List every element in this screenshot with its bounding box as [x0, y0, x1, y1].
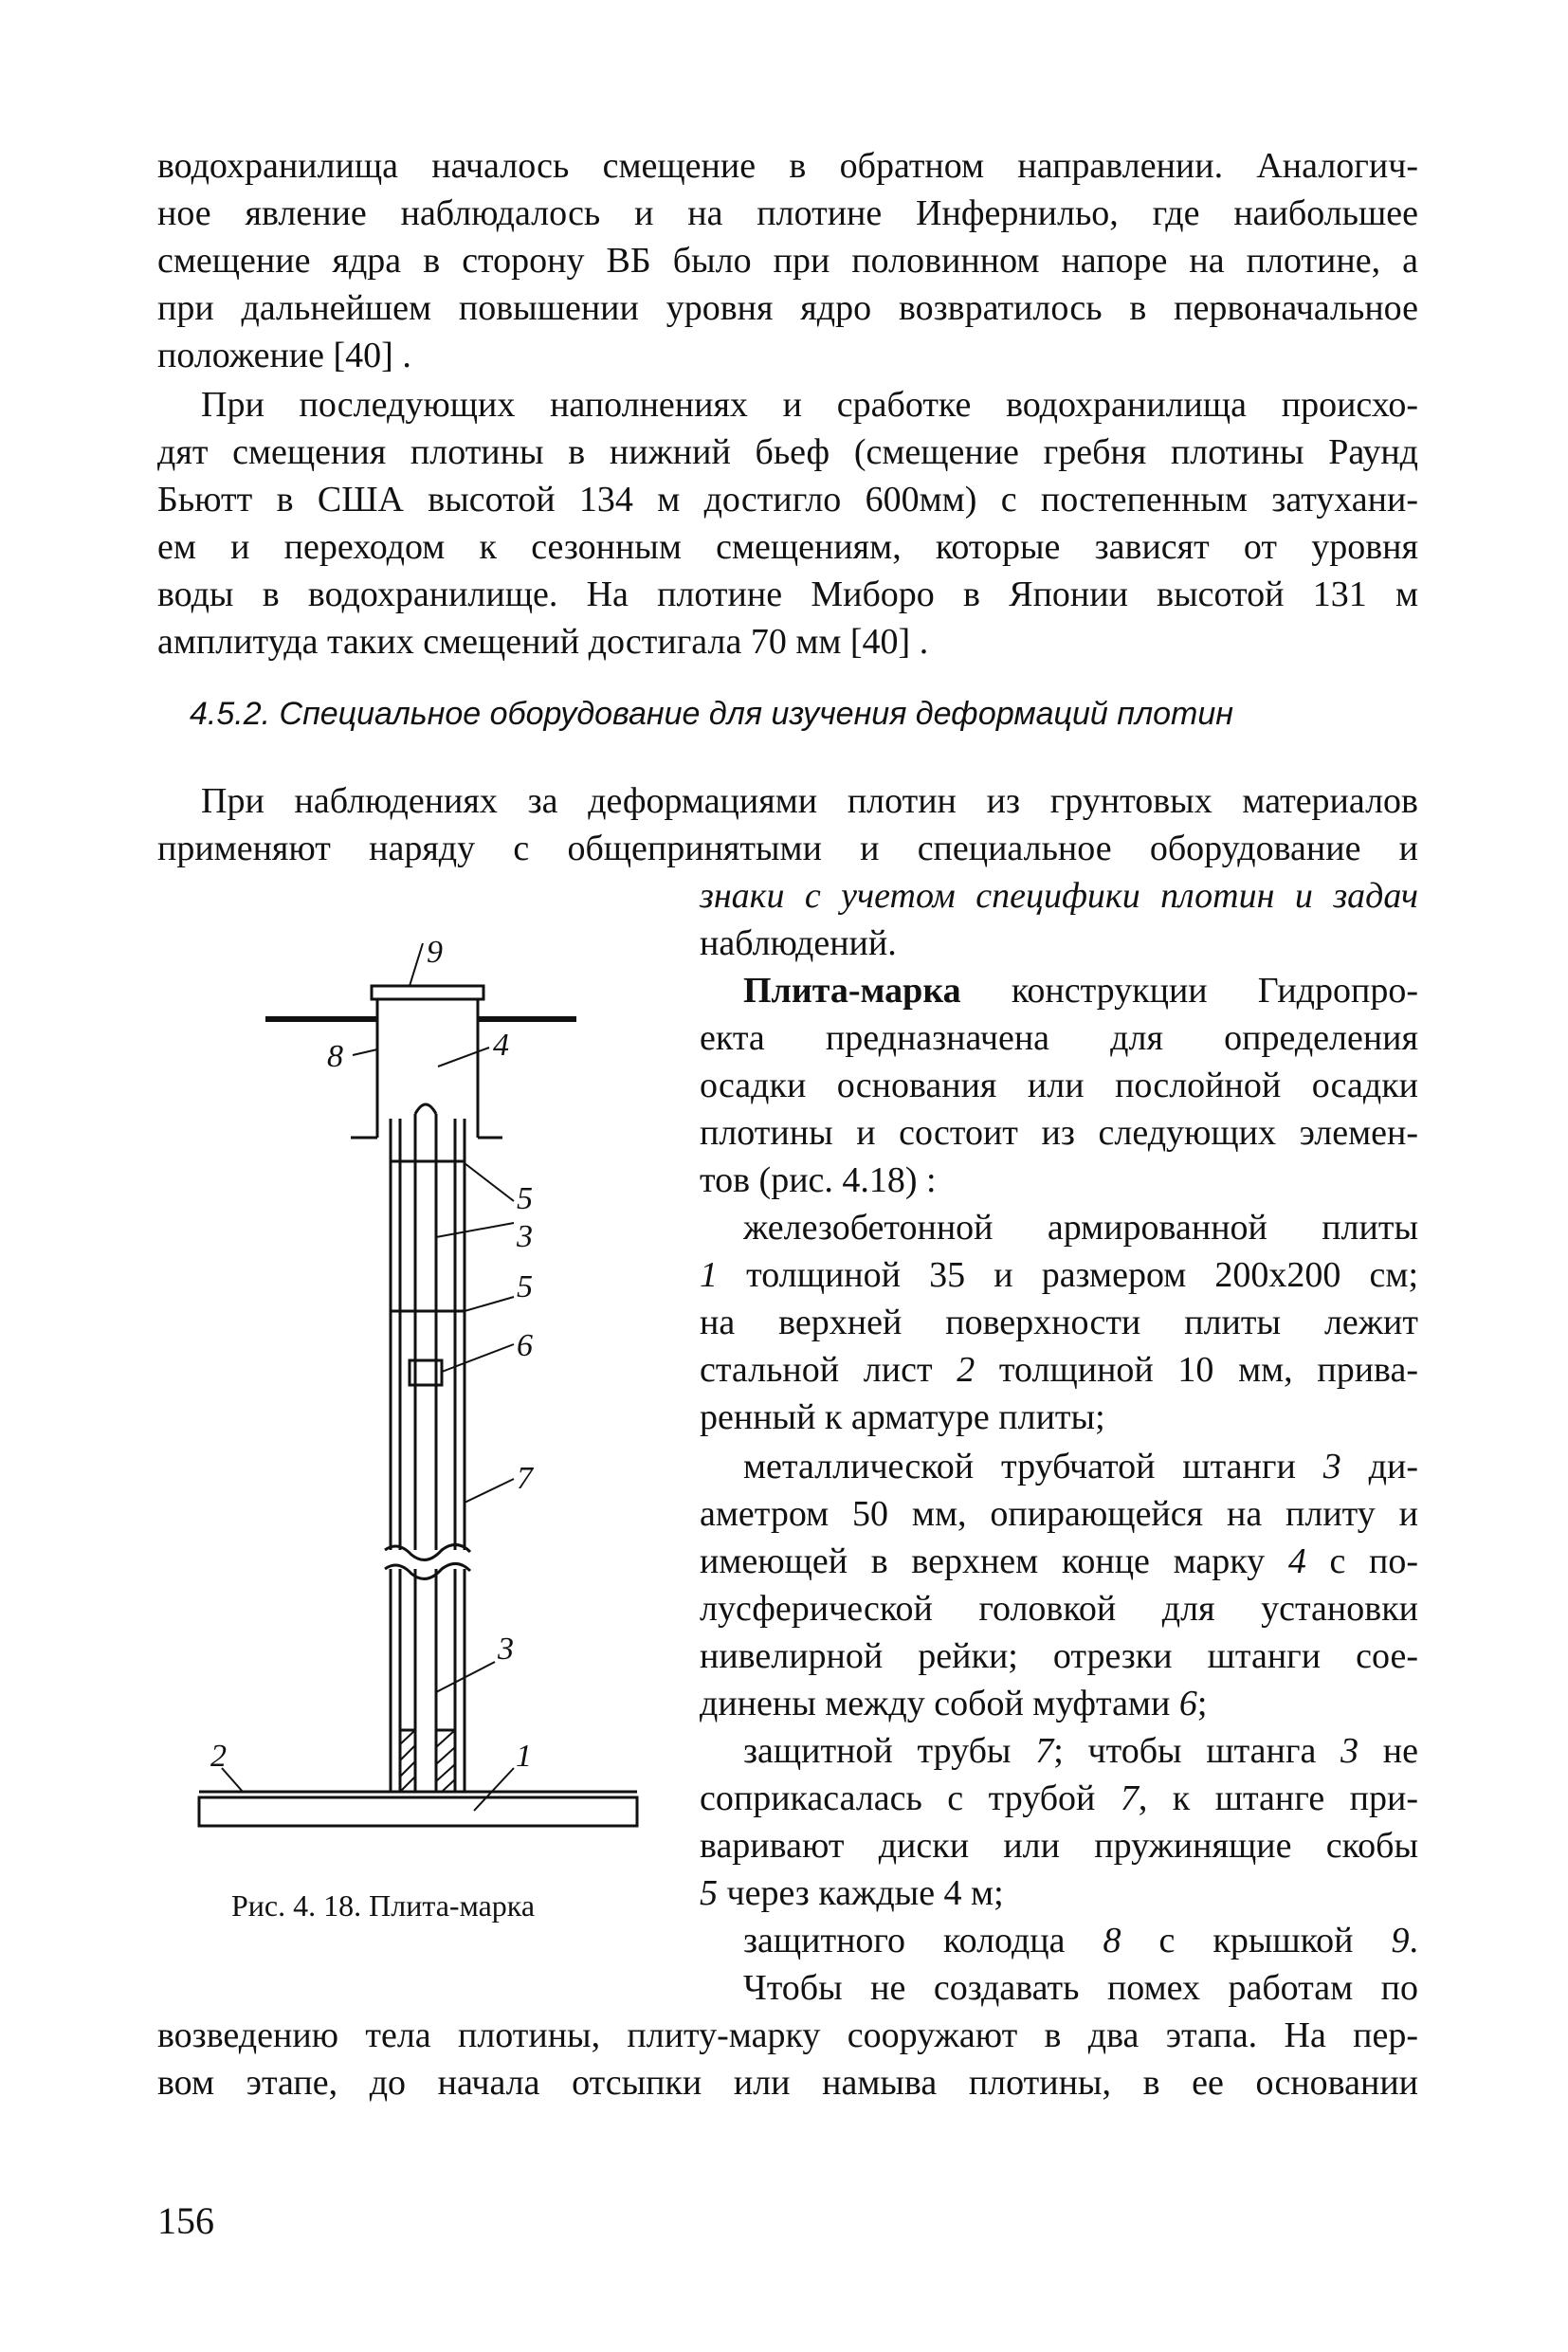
- text-line: защитного колодца 8 с крышкой 9.: [743, 1921, 1418, 1960]
- paragraph-1: [157, 142, 1418, 379]
- text-line: знаки с учетом специфики плотин и задач: [700, 876, 1418, 916]
- label-5-top: 5: [517, 1181, 533, 1216]
- text-line: воды в водохранилище. На плотине Миборо в Японии высотой 131 м: [157, 574, 1418, 614]
- list-item-1: [700, 1204, 1418, 1441]
- text-line: водохранилища началось смещение в обратном направлении. Аналогич-: [157, 146, 1418, 186]
- text-line: Плита-марка конструкции Гидропро-: [743, 971, 1418, 1011]
- text-line: наблюдений.: [700, 923, 897, 963]
- text-line: положение [40] .: [157, 336, 411, 375]
- text-line: тов (рис. 4.18) :: [700, 1160, 937, 1200]
- break-line-top: [385, 1544, 470, 1559]
- text-line: При наблюдениях за деформациями плотин из грунтовых материалов: [201, 781, 1418, 821]
- text-line: аметром 50 мм, опирающейся на плиту и: [700, 1494, 1418, 1534]
- leader-6: [442, 1344, 514, 1372]
- paragraph-2: [157, 381, 1418, 665]
- text-line: смещение ядра в сторону ВБ было при половинном напоре на плотине, а: [157, 241, 1418, 281]
- leader-5-mid: [465, 1297, 514, 1311]
- text-line: варивают диски или пружинящие скобы: [700, 1826, 1418, 1866]
- text-line: соприкасалась с трубой 7, к штанге при-: [700, 1778, 1418, 1818]
- paragraph-3: [157, 777, 1418, 872]
- lid-9: [372, 986, 483, 999]
- text-line: имеющей в верхнем конце марку 4 с по-: [700, 1541, 1419, 1581]
- text-line: 5 через каждые 4 м;: [700, 1873, 1004, 1913]
- section-heading: 4.5.2. Специальное оборудование для изучения деформаций плотин: [190, 696, 1233, 732]
- text-line: ное явление наблюдалось и на плотине Инфернильо, где наибольшее: [157, 193, 1418, 233]
- text-line: возведению тела плотины, плиту-марку сооружают в два этапа. На пер-: [157, 2015, 1418, 2055]
- text-line: на верхней поверхности плиты лежит: [700, 1303, 1418, 1342]
- leader-1: [474, 1768, 514, 1811]
- text-line: при дальнейшем повышении уровня ядро возвратилось в первоначальное: [157, 288, 1418, 328]
- text-line: лусферической головкой для установки: [700, 1589, 1418, 1629]
- leader-8: [353, 1049, 377, 1055]
- hatch-block-left: [400, 1730, 415, 1792]
- text-line: железобетонной армированной плиты: [743, 1208, 1418, 1248]
- leader-4: [438, 1048, 489, 1067]
- text-line: защитной трубы 7; чтобы штанга 3 не: [743, 1731, 1419, 1771]
- text-line: ренный к арматуре плиты;: [700, 1397, 1105, 1437]
- label-6: 6: [517, 1328, 533, 1363]
- mark-4-head: [415, 1104, 436, 1114]
- break-line-bottom: [385, 1563, 470, 1578]
- text-line: применяют наряду с общепринятыми и специальное оборудование и: [157, 829, 1418, 868]
- list-item-3: [700, 1727, 1418, 1917]
- text-line: дят смещения плотины в нижний бьеф (смещение гребня плотины Раунд: [157, 432, 1418, 472]
- paragraph-4: [700, 967, 1418, 1204]
- label-5-mid: 5: [517, 1269, 533, 1304]
- text-line: вом этапе, до начала отсыпки или намыва плотины, в ее основании: [157, 2063, 1418, 2103]
- page-number: 156: [157, 2199, 214, 2242]
- text-line: стальной лист 2 толщиной 10 мм, прива-: [700, 1350, 1418, 1390]
- label-1: 1: [516, 1739, 532, 1774]
- label-2: 2: [210, 1739, 227, 1774]
- list-item-2: [700, 1443, 1418, 1727]
- paragraph-5: [157, 2012, 1418, 2106]
- text-line: нивелирной рейки; отрезки штанги сое-: [700, 1636, 1418, 1676]
- text-line: Чтобы не создавать помех работам по: [743, 1968, 1418, 2008]
- leader-3-top: [436, 1223, 514, 1237]
- figure-plita-marka: [152, 934, 683, 1863]
- leader-9: [410, 943, 423, 986]
- text-line: плотины и состоит из следующих элемен-: [700, 1113, 1418, 1153]
- label-3-bottom: 3: [498, 1632, 514, 1667]
- text-line: екта предназначена для определения: [700, 1018, 1418, 1058]
- label-9: 9: [427, 935, 443, 970]
- paragraph-3-right: [700, 872, 1418, 967]
- label-7: 7: [517, 1461, 533, 1496]
- text-line: амплитуда таких смещений достигала 70 мм [40] .: [157, 622, 929, 662]
- leader-7: [465, 1479, 514, 1503]
- label-8: 8: [327, 1039, 343, 1074]
- text-line: 1 толщиной 35 и размером 200х200 см;: [700, 1255, 1418, 1295]
- term-plita-marka: Плита-марка: [743, 971, 961, 1011]
- slab-1: [199, 1797, 637, 1826]
- text-line: осадки основания или послойной осадки: [700, 1066, 1418, 1105]
- list-item-4: [700, 1917, 1418, 2012]
- text-line: ем и переходом к сезонным смещениям, которые зависят от уровня: [157, 527, 1418, 567]
- text-line: При последующих наполнениях и сработке водохранилища происхо-: [201, 385, 1418, 425]
- figure-caption: Рис. 4. 18. Плита-марка: [231, 1888, 536, 1923]
- text-line: металлической трубчатой штанги 3 ди-: [743, 1447, 1419, 1486]
- hatch-lines: [400, 1730, 455, 1792]
- label-3-top: 3: [517, 1219, 533, 1254]
- diagram-lines: [199, 943, 637, 1826]
- text-line: Бьютт в США высотой 134 м достигло 600мм) с постепенным затухани-: [157, 480, 1418, 520]
- text-line: динены между собой муфтами 6;: [700, 1684, 1208, 1723]
- leader-5-top: [465, 1163, 514, 1201]
- label-4: 4: [493, 1028, 509, 1063]
